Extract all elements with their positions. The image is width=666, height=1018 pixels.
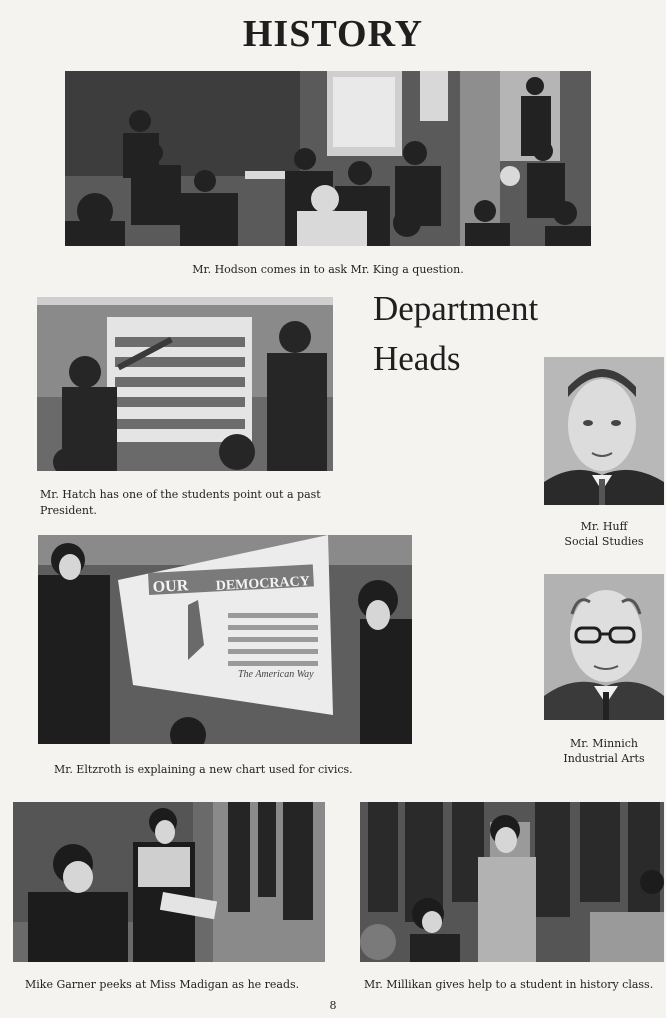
page-number: 8	[329, 999, 337, 1012]
portrait-minnich	[544, 574, 664, 720]
eltzroth-photo	[38, 535, 412, 744]
top-photo-caption: Mr. Hodson comes in to ask Mr. King a question.	[192, 263, 464, 276]
section-heading-line2: Heads	[373, 339, 461, 378]
millikan-photo	[360, 802, 664, 962]
garner-photo	[13, 802, 325, 962]
garner-photo-caption: Mike Garner peeks at Miss Madigan as he reads.	[25, 978, 300, 991]
millikan-photo-caption: Mr. Millikan gives help to a student in history class.	[364, 978, 654, 991]
eltzroth-photo-image	[38, 535, 412, 744]
page-title: HISTORY	[242, 13, 424, 55]
poster-footer: The American Way	[238, 669, 314, 680]
hatch-photo	[37, 297, 333, 471]
portrait-huff-name: Mr. Huff	[580, 520, 628, 533]
garner-photo-image	[13, 802, 325, 962]
millikan-photo-image	[360, 802, 664, 962]
portrait-huff-image	[544, 357, 664, 505]
portrait-minnich-subject: Industrial Arts	[563, 752, 645, 765]
portrait-minnich-image	[544, 574, 664, 720]
classroom-photo-image	[65, 71, 591, 246]
hatch-photo-image	[37, 297, 333, 471]
eltzroth-photo-caption: Mr. Eltzroth is explaining a new chart used for civics.	[54, 763, 353, 776]
portrait-minnich-name: Mr. Minnich	[569, 737, 639, 750]
poster-title-right: DEMOCRACY	[215, 574, 311, 594]
classroom-photo	[65, 71, 591, 246]
portrait-huff-subject: Social Studies	[564, 535, 644, 548]
poster-title-left: OUR	[152, 577, 189, 596]
hatch-photo-caption: Mr. Hatch has one of the students point out a past President.	[40, 488, 321, 517]
section-heading-line1: Department	[373, 289, 539, 328]
portrait-huff	[544, 357, 664, 505]
